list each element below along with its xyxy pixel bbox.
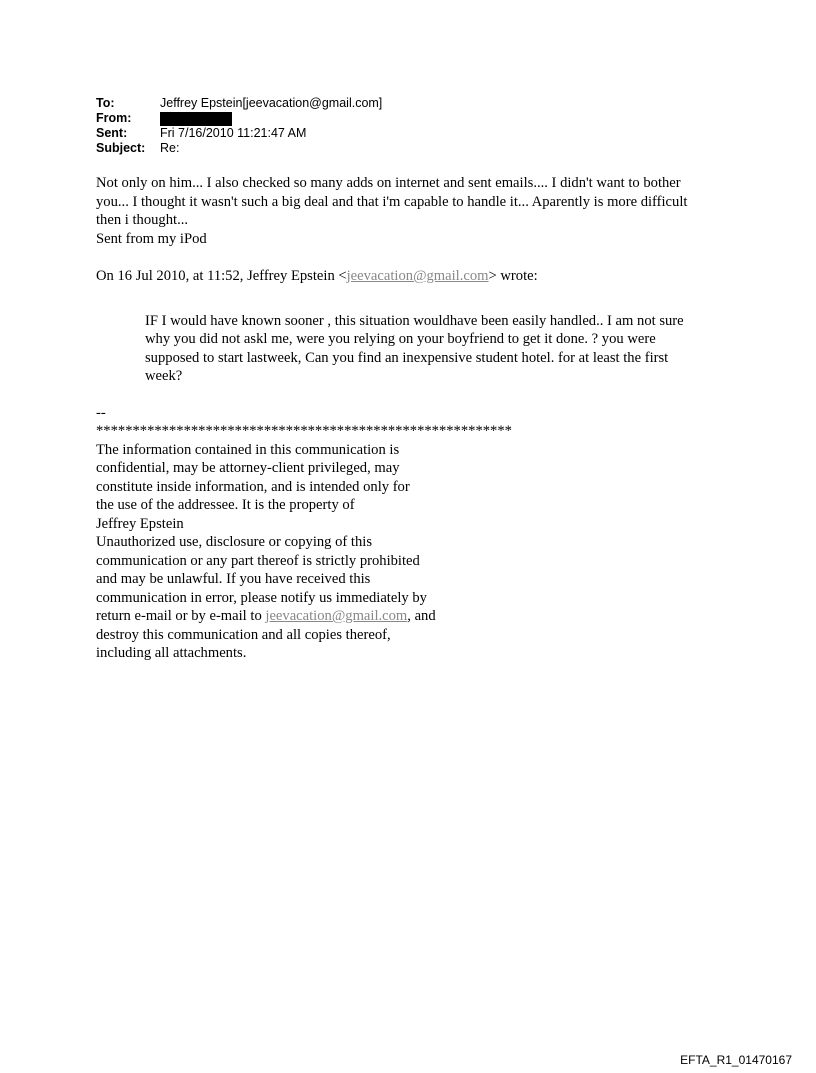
document-id: EFTA_R1_01470167 xyxy=(680,1053,792,1067)
email-body xyxy=(96,174,716,663)
email-line-before: return e-mail or by e-mail to xyxy=(96,608,266,624)
separator-dash: -- xyxy=(96,404,106,421)
to-row xyxy=(96,96,382,111)
quote-intro-before: On 16 Jul 2010, at 11:52, Jeffrey Epstein < xyxy=(96,268,347,284)
signature: Sent from my iPod xyxy=(96,230,207,247)
sent-label: Sent: xyxy=(96,126,128,140)
subject-row xyxy=(96,141,382,156)
disclaimer-line: destroy this communication and all copies thereof, xyxy=(96,626,391,643)
sent-row xyxy=(96,126,382,141)
subject-label: Subject: xyxy=(96,141,146,155)
redaction-block xyxy=(160,112,232,126)
disclaimer-line: the use of the addressee. It is the property of xyxy=(96,497,355,513)
disclaimer xyxy=(96,404,512,663)
email-header xyxy=(96,96,382,156)
disclaimer-line: including all attachments. xyxy=(96,645,247,661)
quote-intro-after: > wrote: xyxy=(488,268,538,284)
disclaimer-line: Unauthorized use, disclosure or copying of this xyxy=(96,534,373,550)
disclaimer-line: The information contained in this communication is xyxy=(96,441,400,458)
message-text: Not only on him... I also checked so many adds on internet and sent emails.... I didn't want to bother you... I thought it wasn't such a big deal and that i'm capable to handle it... Aparently is more difficult then i thought... xyxy=(96,175,688,228)
disclaimer-email-line xyxy=(96,607,496,626)
quote-intro-email-link[interactable]: jeevacation@gmail.com xyxy=(346,268,489,284)
disclaimer-line: constitute inside information, and is intended only for xyxy=(96,478,410,495)
sent-value: Fri 7/16/2010 11:21:47 AM xyxy=(160,126,307,140)
quoted-message: IF I would have known sooner , this situation wouldhave been easily handled.. I am not sure why you did not askl me, were you relying on your boyfriend to get it done. ? you were supposed to start lastweek, Can you find an inexpensive student hotel. for at least the first week? xyxy=(145,312,684,384)
disclaimer-email-link[interactable]: jeevacation@gmail.com xyxy=(265,608,408,624)
from-label: From: xyxy=(96,111,132,125)
to-value: Jeffrey Epstein[jeevacation@gmail.com] xyxy=(160,96,383,110)
email-line-after: , and xyxy=(407,608,436,624)
disclaimer-line: communication or any part thereof is strictly prohibited xyxy=(96,552,420,569)
disclaimer-line: Jeffrey Epstein xyxy=(96,515,184,532)
disclaimer-line: confidential, may be attorney-client privileged, may xyxy=(96,460,400,476)
quote-intro xyxy=(96,267,716,286)
to-label: To: xyxy=(96,96,115,110)
disclaimer-line: communication in error, please notify us immediately by xyxy=(96,589,427,606)
from-row xyxy=(96,111,382,126)
disclaimer-line: and may be unlawful. If you have received this xyxy=(96,571,371,587)
separator-stars: ********************************************************* xyxy=(96,423,512,439)
subject-value: Re: xyxy=(160,141,180,155)
